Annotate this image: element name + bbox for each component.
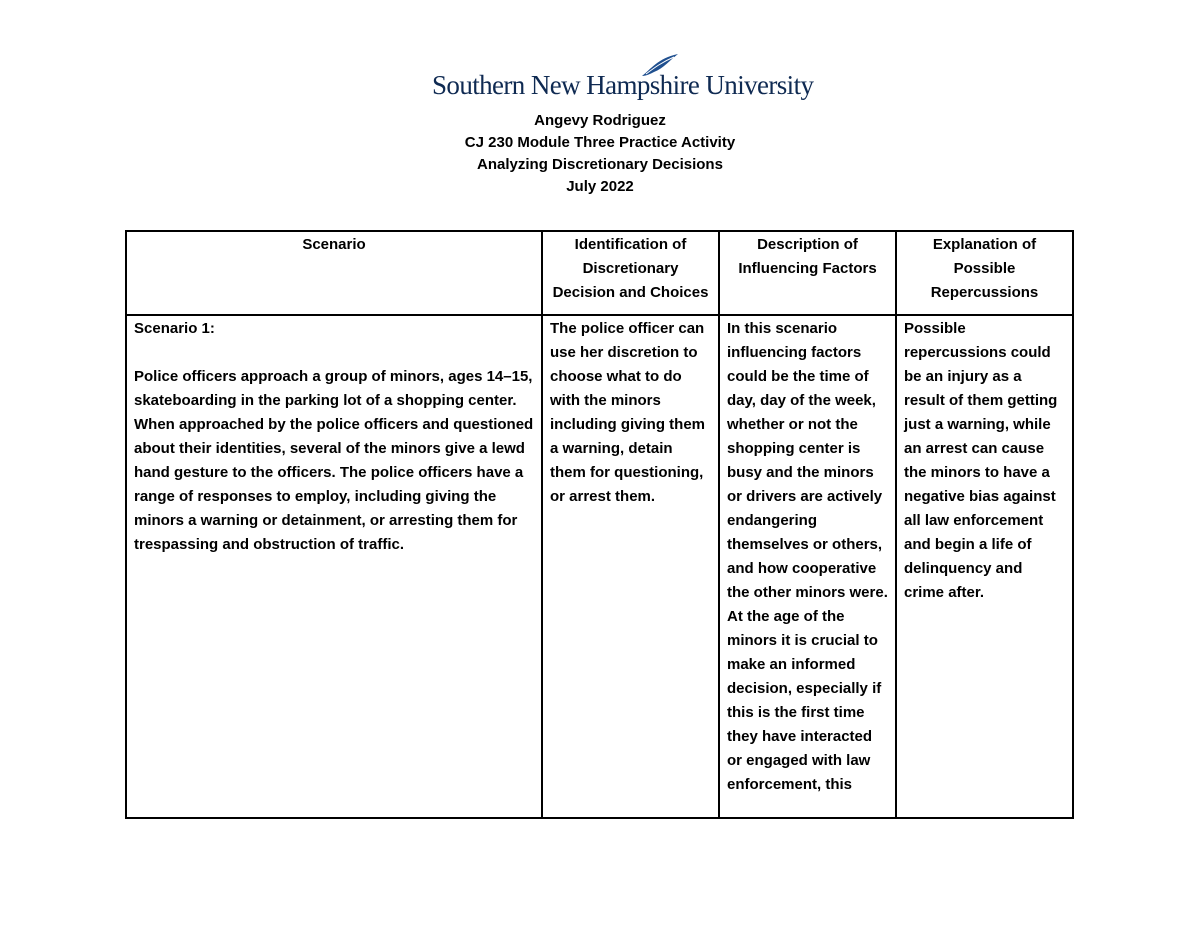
scenario-cell: [126, 315, 542, 818]
university-logo: [432, 52, 814, 104]
table-row: [126, 315, 1073, 818]
assignment-title: Analyzing Discretionary Decisions: [477, 156, 723, 173]
influencing-factors-text: In this scenario influencing factors could be the time of day, day of the week, whether or not the shopping center is busy and the minors or drivers are actively endangering themselves or others, and how cooperative the other minors were. At the age of the minors it is crucial to make an informed decision, especially if this is the first time they have interacted or engaged with law enforcement, this: [727, 320, 888, 793]
table-header-row: [126, 231, 1073, 315]
column-header-scenario: Scenario: [126, 231, 542, 315]
influencing-factors-cell: [719, 315, 896, 818]
repercussions-text: Possible repercussions could be an injury as a result of them getting just a warning, while an arrest can cause the minors to have a negative bias against all law enforcement and begin a life of delinquency and crime after.: [904, 320, 1058, 601]
document-date: July 2022: [566, 178, 634, 195]
university-name: Southern New Hampshire University: [432, 70, 814, 100]
identification-text: The police officer can use her discretion to choose what to do with the minors including giving them a warning, detain them for questioning, or arrest them.: [550, 320, 705, 505]
author-name: Angevy Rodriguez: [534, 112, 666, 129]
identification-cell: [542, 315, 719, 818]
scenario-title: Scenario 1:: [134, 320, 215, 337]
analysis-table: [125, 230, 1074, 819]
document-header: [0, 110, 1200, 198]
scenario-text: Police officers approach a group of minors, ages 14–15, skateboarding in the parking lot of a shopping center. When approached by the police officers and questioned about their identities, several of the minors give a lewd hand gesture to the officers. The police officers have a range of responses to employ, including giving the minors a warning or detainment, or arresting them for trespassing and obstruction of traffic.: [134, 368, 534, 553]
column-header-identification: Identification of Discretionary Decision and Choices: [542, 231, 719, 315]
column-header-influencing-factors: Description of Influencing Factors: [719, 231, 896, 315]
leaf-logo-icon: [640, 52, 680, 78]
column-header-repercussions: Explanation of Possible Repercussions: [896, 231, 1073, 315]
course-title: CJ 230 Module Three Practice Activity: [464, 134, 736, 151]
repercussions-cell: [896, 315, 1073, 818]
